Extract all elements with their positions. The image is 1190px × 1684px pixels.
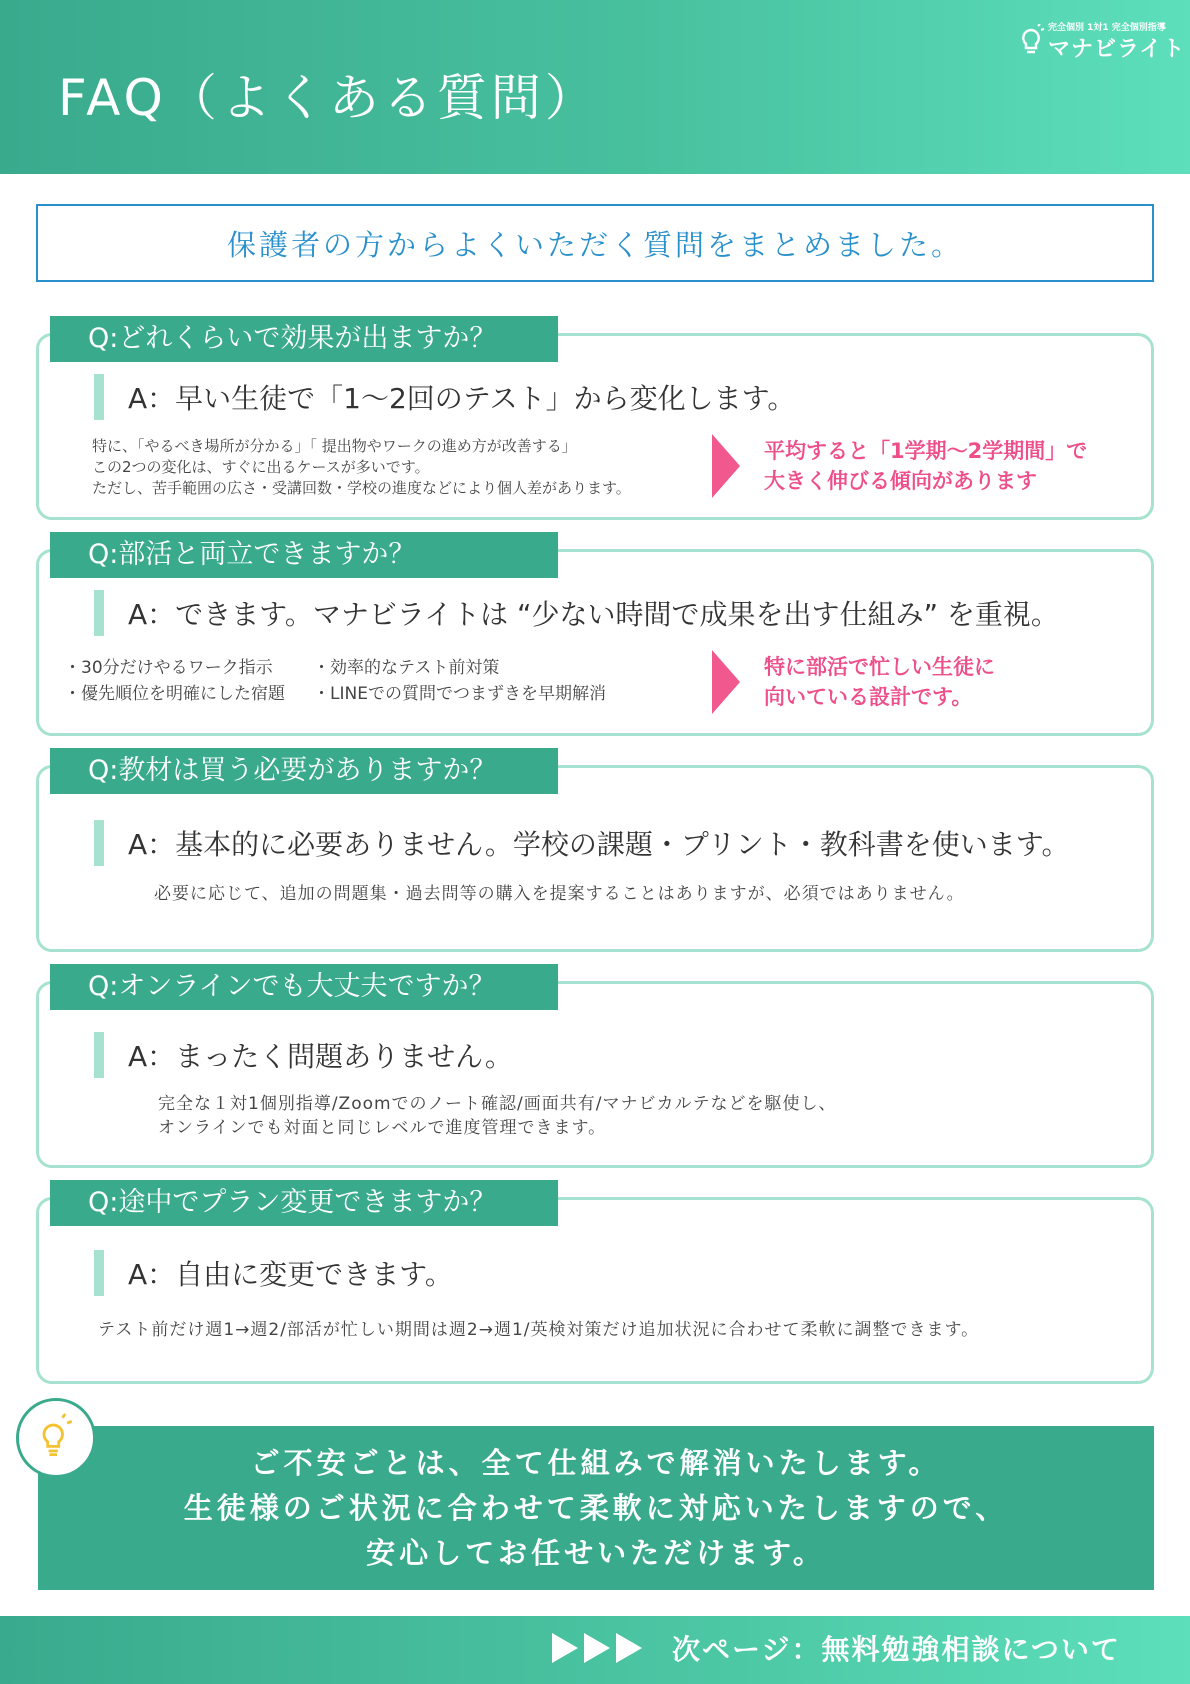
list-item: ・30分だけやるワーク指示 xyxy=(64,658,273,678)
intro-box xyxy=(36,204,1154,282)
faq-item xyxy=(36,532,1154,736)
faq-answer xyxy=(94,1032,513,1078)
faq-item xyxy=(36,1180,1154,1384)
faq-detail: テスト前だけ週1→週2/部活が忙しい期間は週2→週1/英検対策だけ追加状況に合わせて柔軟に調整できます。 xyxy=(98,1320,980,1340)
answer-bar xyxy=(94,374,104,420)
page-header xyxy=(0,0,1190,174)
answer-bar xyxy=(94,820,104,866)
faq-question: Q:どれくらいで効果が出ますか？ xyxy=(50,316,558,362)
faq-bullet-list xyxy=(64,656,606,706)
faq-item xyxy=(36,316,1154,520)
banner-line: 生徒様のご状況に合わせて柔軟に対応いたしますので、 xyxy=(183,1490,1009,1525)
faq-answer-text: A：基本的に必要ありません。学校の課題・プリント・教科書を使います。 xyxy=(128,828,1070,861)
faq-highlight: 特に部活で忙しい生徒に 向いている設計です。 xyxy=(764,655,995,709)
banner-line: 安心してお任せいただけます。 xyxy=(366,1535,826,1570)
list-item: ・LINEでの質問でつまずきを早期解消 xyxy=(313,684,606,704)
intro-text: 保護者の方からよくいただく質問をまとめました。 xyxy=(226,227,963,262)
faq-question: Q:部活と両立できますか？ xyxy=(50,532,558,578)
answer-bar xyxy=(94,590,104,636)
faq-question: Q:教材は買う必要がありますか？ xyxy=(50,748,558,794)
logo-name: マナビライト xyxy=(1048,37,1186,62)
faq-answer-text: A：まったく問題ありません。 xyxy=(128,1040,513,1073)
next-arrows-icon xyxy=(552,1633,642,1663)
page-title: FAQ（よくある質問） xyxy=(58,69,599,127)
faq-answer xyxy=(94,1250,453,1296)
faq-detail: 必要に応じて、追加の問題集・過去問等の購入を提案することはありますが、必須ではありません。 xyxy=(154,884,965,904)
faq-answer-text: A：できます。マナビライトは “少ない時間で成果を出す仕組み” を重視。 xyxy=(128,598,1059,631)
banner-line: ご不安ごとは、全て仕組みで解消いたします。 xyxy=(250,1445,942,1480)
highlight-arrow-icon xyxy=(712,650,740,714)
faq-highlight: 平均すると「1学期〜2学期間」で 大きく伸びる傾向があります xyxy=(764,439,1088,493)
faq-question: Q:途中でプラン変更できますか？ xyxy=(50,1180,558,1226)
faq-item xyxy=(36,748,1154,952)
highlight-arrow-icon xyxy=(712,434,740,498)
faq-answer-text: A：自由に変更できます。 xyxy=(128,1258,453,1291)
logo-tagline: 完全個別 1対1 完全個別指導 xyxy=(1048,23,1166,33)
faq-answer xyxy=(94,590,1059,636)
faq-answer xyxy=(94,820,1069,866)
next-page-link[interactable]: 次ページ：無料勉強相談について xyxy=(672,1633,1121,1666)
list-item: ・効率的なテスト前対策 xyxy=(313,658,500,678)
faq-detail: 特に、「やるべき場所が分かる」「 提出物やワークの進め方が改善する」 この2つの変化は、すぐに出るケースが多いです。 ただし、苦手範囲の広さ・受講回数・学校の進度などにより個人差があります。 xyxy=(92,437,631,497)
brand-logo xyxy=(1018,20,1186,62)
answer-bar xyxy=(94,1032,104,1078)
answer-bar xyxy=(94,1250,104,1296)
lightbulb-icon xyxy=(19,1401,93,1475)
lightbulb-icon xyxy=(1018,24,1044,58)
lightbulb-badge xyxy=(16,1398,96,1478)
faq-detail: 完全な１対1個別指導/Zoomでのノート確認/画面共有/マナビカルテなどを駆使し、 オンラインでも対面と同じレベルで進度管理できます。 xyxy=(158,1094,837,1138)
list-item: ・優先順位を明確にした宿題 xyxy=(64,684,285,704)
faq-question: Q:オンラインでも大丈夫ですか？ xyxy=(50,964,558,1010)
closing-banner xyxy=(38,1426,1154,1590)
faq-answer-text: A：早い生徒で「1〜2回のテスト」から変化します。 xyxy=(128,382,796,415)
faq-item xyxy=(36,964,1154,1168)
page-footer xyxy=(0,1616,1190,1684)
faq-answer xyxy=(94,374,795,420)
